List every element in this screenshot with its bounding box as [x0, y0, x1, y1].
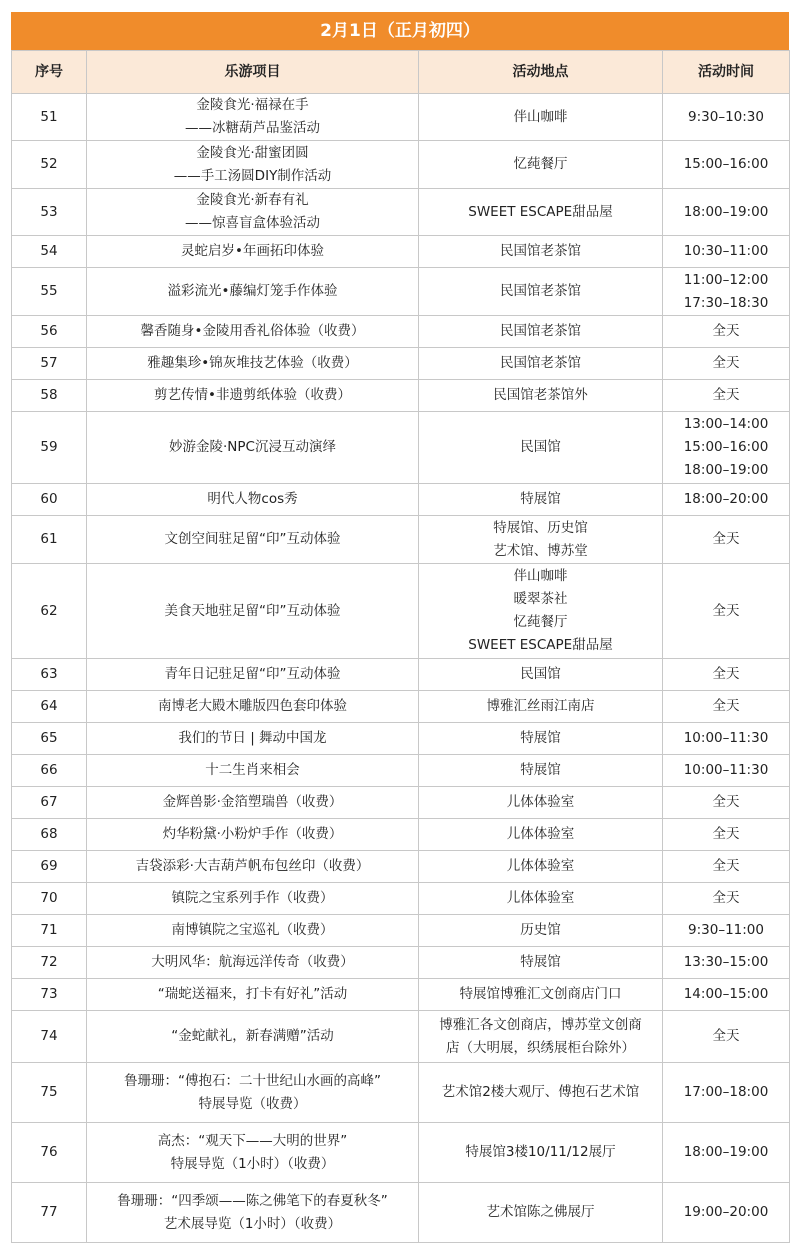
row-location [419, 659, 663, 691]
row-project-line: 金陵食光·甜蜜团圆 [196, 144, 309, 161]
row-project [87, 484, 419, 516]
row-location [419, 380, 663, 412]
row-project-line: 雅趣集珍•锦灰堆技艺体验（收费） [147, 355, 358, 371]
row-project [87, 94, 419, 141]
row-number: 74 [12, 1011, 87, 1063]
row-number: 51 [12, 94, 87, 141]
row-project [87, 1063, 419, 1123]
row-number: 57 [12, 348, 87, 380]
row-time [663, 819, 790, 851]
row-time [663, 979, 790, 1011]
row-location-line: 忆莼餐厅 [513, 614, 568, 630]
row-number: 76 [12, 1123, 87, 1183]
row-time [663, 659, 790, 691]
table-row [12, 564, 790, 659]
row-location-line: 艺术馆、博苏堂 [493, 542, 588, 559]
row-time-line: 19:00–20:00 [683, 1204, 769, 1220]
header-time: 活动时间 [663, 51, 790, 94]
row-project-line: “金蛇献礼，新春满赠”活动 [171, 1028, 334, 1044]
row-project [87, 1183, 419, 1243]
row-location-line: 伴山咖啡 [513, 108, 568, 125]
row-time [663, 787, 790, 819]
table-row [12, 947, 790, 979]
row-location [419, 316, 663, 348]
row-location [419, 691, 663, 723]
row-number: 71 [12, 915, 87, 947]
row-project-line: 馨香随身•金陵用香礼俗体验（收费） [140, 323, 365, 339]
row-location-line: 忆莼餐厅 [513, 156, 568, 172]
table-row [12, 94, 790, 141]
row-location-line: 民国馆 [520, 439, 561, 455]
row-project-line: 剪艺传情•非遗剪纸体验（收费） [154, 387, 351, 403]
row-location [419, 883, 663, 915]
row-project [87, 659, 419, 691]
row-time [663, 189, 790, 236]
row-number: 58 [12, 380, 87, 412]
row-time-line: 10:00–11:30 [683, 730, 769, 746]
header-project: 乐游项目 [87, 51, 419, 94]
row-location [419, 516, 663, 564]
row-time-line: 10:00–11:30 [683, 762, 769, 778]
row-project-line: 青年日记驻足留“印”互动体验 [164, 666, 341, 682]
row-location-line: 特展馆 [520, 491, 561, 507]
table-row [12, 141, 790, 189]
table-row [12, 380, 790, 412]
row-project [87, 691, 419, 723]
row-location [419, 755, 663, 787]
row-time [663, 141, 790, 189]
row-time-line: 18:00–20:00 [683, 491, 769, 507]
row-location-line: 暖翠茶社 [513, 591, 568, 607]
row-time [663, 1063, 790, 1123]
row-time-line: 全天 [712, 355, 740, 371]
row-time [663, 1183, 790, 1243]
row-project-line: 美食天地驻足留“印”互动体验 [164, 602, 341, 619]
row-location [419, 94, 663, 141]
table-row [12, 659, 790, 691]
row-location-line: 民国馆老茶馆 [500, 283, 581, 299]
row-project-line: 金辉兽影·金箔塑瑞兽（收费） [162, 794, 343, 810]
row-time-line: 10:30–11:00 [683, 243, 769, 259]
row-time-line: 全天 [712, 323, 740, 339]
row-location [419, 723, 663, 755]
row-location-line: 店（大明展，织绣展柜台除外） [446, 1039, 635, 1056]
row-project [87, 915, 419, 947]
table-row [12, 1011, 790, 1063]
header-location: 活动地点 [419, 51, 663, 94]
row-time [663, 268, 790, 316]
row-location-line: SWEET ESCAPE甜品屋 [468, 203, 613, 220]
row-number: 64 [12, 691, 87, 723]
row-location-line: 儿体体验室 [506, 826, 575, 842]
table-row [12, 755, 790, 787]
row-number: 67 [12, 787, 87, 819]
table-row [12, 979, 790, 1011]
table-row [12, 516, 790, 564]
row-project [87, 141, 419, 189]
row-project-line: 金陵食光·新春有礼 [196, 192, 309, 208]
row-time-line: 全天 [712, 858, 740, 874]
header-no: 序号 [12, 51, 87, 94]
row-time-line: 18:00–19:00 [683, 203, 769, 220]
row-number: 56 [12, 316, 87, 348]
row-number: 54 [12, 236, 87, 268]
row-project-line: ——冰糖葫芦品鉴活动 [185, 120, 320, 136]
row-project-line: 南博老大殿木雕版四色套印体验 [158, 698, 347, 714]
row-location-line: 民国馆老茶馆 [500, 323, 581, 339]
row-location [419, 484, 663, 516]
row-project [87, 564, 419, 659]
row-location [419, 1011, 663, 1063]
row-location [419, 236, 663, 268]
row-project [87, 787, 419, 819]
row-time-line: 全天 [712, 826, 740, 842]
row-location-line: 儿体体验室 [506, 890, 575, 906]
row-time-line: 18:00–19:00 [683, 1144, 769, 1160]
row-project-line: ——手工汤圆DIY制作活动 [173, 167, 332, 184]
row-time [663, 412, 790, 484]
row-time-line: 18:00–19:00 [683, 462, 769, 478]
row-time-line: 全天 [712, 387, 740, 403]
row-number: 62 [12, 564, 87, 659]
row-project-line: 艺术展导览（1小时）（收费） [163, 1215, 342, 1232]
row-project [87, 412, 419, 484]
table-row [12, 236, 790, 268]
row-location [419, 915, 663, 947]
row-location-line: 艺术馆陈之佛展厅 [486, 1204, 595, 1220]
table-row [12, 851, 790, 883]
row-time-line: 全天 [712, 1028, 740, 1044]
row-number: 70 [12, 883, 87, 915]
row-location-line: 特展馆3楼10/11/12展厅 [465, 1144, 616, 1160]
row-number: 65 [12, 723, 87, 755]
row-number: 60 [12, 484, 87, 516]
row-time-line: 全天 [712, 531, 740, 547]
row-time [663, 947, 790, 979]
row-project [87, 189, 419, 236]
row-time [663, 1011, 790, 1063]
schedule-table [11, 50, 790, 1243]
row-time-line: 13:30–15:00 [683, 954, 769, 970]
row-location [419, 189, 663, 236]
row-number: 63 [12, 659, 87, 691]
row-time [663, 348, 790, 380]
table-row [12, 691, 790, 723]
table-row [12, 412, 790, 484]
row-time-line: 13:00–14:00 [683, 416, 769, 432]
row-number: 75 [12, 1063, 87, 1123]
row-location [419, 348, 663, 380]
row-time-line: 17:30–18:30 [683, 294, 769, 311]
row-time-line: 15:00–16:00 [683, 439, 769, 455]
table-header-row [12, 51, 790, 94]
row-location-line: 民国馆老茶馆外 [493, 387, 588, 403]
row-project-line: “瑞蛇送福来，打卡有好礼”活动 [157, 986, 348, 1002]
row-location-line: 儿体体验室 [506, 858, 575, 874]
row-location-line: 艺术馆2楼大观厅、傅抱石艺术馆 [441, 1084, 640, 1100]
table-row [12, 268, 790, 316]
row-project [87, 883, 419, 915]
row-number: 61 [12, 516, 87, 564]
row-location-line: 伴山咖啡 [513, 568, 568, 584]
row-project [87, 380, 419, 412]
row-project-line: 金陵食光·福禄在手 [196, 97, 309, 113]
row-time-line: 全天 [712, 890, 740, 906]
row-project-line: 鲁珊珊：“傅抱石：二十世纪山水画的高峰” [124, 1072, 381, 1089]
row-time [663, 564, 790, 659]
row-project-line: 吉袋添彩·大吉葫芦帆布包丝印（收费） [135, 858, 370, 874]
table-row [12, 189, 790, 236]
row-location [419, 979, 663, 1011]
row-time-line: 全天 [712, 794, 740, 810]
row-location-line: 博雅汇各文创商店，博苏堂文创商 [439, 1016, 642, 1033]
row-location [419, 1183, 663, 1243]
table-row [12, 1123, 790, 1183]
row-location [419, 787, 663, 819]
row-project-line: 十二生肖来相会 [205, 762, 300, 778]
row-location [419, 1063, 663, 1123]
row-time [663, 94, 790, 141]
row-location [419, 268, 663, 316]
table-row [12, 915, 790, 947]
row-time [663, 316, 790, 348]
row-project [87, 268, 419, 316]
row-project-line: 镇院之宝系列手作（收费） [171, 890, 334, 906]
row-project [87, 947, 419, 979]
row-time [663, 915, 790, 947]
row-project-line: 特展导览（1小时）（收费） [170, 1155, 335, 1172]
row-location [419, 819, 663, 851]
table-row [12, 787, 790, 819]
table-row [12, 723, 790, 755]
row-project [87, 236, 419, 268]
row-project [87, 1011, 419, 1063]
row-project-line: 鲁珊珊：“四季颂——陈之佛笔下的春夏秋冬” [117, 1192, 388, 1209]
row-location-line: 民国馆老茶馆 [500, 243, 581, 259]
row-project [87, 819, 419, 851]
table-row [12, 1183, 790, 1243]
row-time [663, 883, 790, 915]
row-project-line: 我们的节日 | 舞动中国龙 [178, 730, 327, 746]
row-number: 53 [12, 189, 87, 236]
row-time-line: 14:00–15:00 [683, 986, 769, 1002]
row-time-line: 17:00–18:00 [683, 1084, 769, 1100]
row-number: 66 [12, 755, 87, 787]
row-location [419, 1123, 663, 1183]
row-time [663, 723, 790, 755]
row-time-line: 9:30–11:00 [688, 922, 764, 938]
row-time-line: 全天 [712, 602, 740, 619]
row-project-line: 特展导览（收费） [198, 1095, 307, 1112]
row-time [663, 484, 790, 516]
row-number: 68 [12, 819, 87, 851]
row-project-line: 溢彩流光•藤编灯笼手作体验 [167, 283, 338, 299]
row-time-line: 15:00–16:00 [683, 156, 769, 172]
row-project-line: 灼华粉黛·小粉炉手作（收费） [162, 826, 343, 842]
row-number: 52 [12, 141, 87, 189]
table-row [12, 316, 790, 348]
row-project-line: ——惊喜盲盒体验活动 [185, 215, 320, 231]
row-project [87, 979, 419, 1011]
row-location-line: 儿体体验室 [506, 794, 575, 810]
row-project [87, 516, 419, 564]
row-time-line: 11:00–12:00 [683, 271, 769, 288]
row-location [419, 141, 663, 189]
schedule-sheet [11, 12, 789, 1243]
row-project-line: 妙游金陵·NPC沉浸互动演绎 [169, 439, 336, 455]
table-row [12, 1063, 790, 1123]
row-time-line: 全天 [712, 698, 740, 714]
row-project-line: 高杰：“观天下——大明的世界” [157, 1132, 348, 1149]
row-number: 55 [12, 268, 87, 316]
row-location-line: 特展馆博雅汇文创商店门口 [459, 986, 622, 1002]
table-row [12, 484, 790, 516]
row-time [663, 380, 790, 412]
row-number: 59 [12, 412, 87, 484]
table-row [12, 819, 790, 851]
row-location-line: 特展馆 [520, 954, 561, 970]
row-time [663, 851, 790, 883]
row-time-line: 9:30–10:30 [688, 108, 764, 125]
row-project [87, 755, 419, 787]
row-location-line: 博雅汇丝雨江南店 [486, 698, 595, 714]
row-time-line: 全天 [712, 666, 740, 682]
row-location [419, 412, 663, 484]
row-location-line: 特展馆、历史馆 [493, 519, 588, 536]
row-time [663, 236, 790, 268]
row-time [663, 691, 790, 723]
row-project-line: 大明风华：航海远洋传奇（收费） [151, 954, 354, 970]
row-location-line: 民国馆 [520, 666, 561, 682]
row-location-line: 特展馆 [520, 730, 561, 746]
row-project [87, 316, 419, 348]
row-project [87, 851, 419, 883]
row-location-line: 民国馆老茶馆 [500, 355, 581, 371]
row-location-line: 历史馆 [520, 922, 561, 938]
row-project-line: 灵蛇启岁•年画拓印体验 [181, 243, 324, 259]
row-project [87, 348, 419, 380]
row-project [87, 1123, 419, 1183]
row-project [87, 723, 419, 755]
row-project-line: 南博镇院之宝巡礼（收费） [171, 922, 334, 938]
row-number: 72 [12, 947, 87, 979]
row-location-line: SWEET ESCAPE甜品屋 [468, 637, 613, 653]
row-location [419, 851, 663, 883]
page-title: 2月1日（正月初四） [11, 12, 789, 50]
row-location [419, 947, 663, 979]
row-location-line: 特展馆 [520, 762, 561, 778]
row-number: 69 [12, 851, 87, 883]
row-number: 73 [12, 979, 87, 1011]
table-row [12, 348, 790, 380]
row-time [663, 516, 790, 564]
row-time [663, 1123, 790, 1183]
table-row [12, 883, 790, 915]
row-number: 77 [12, 1183, 87, 1243]
row-project-line: 文创空间驻足留“印”互动体验 [164, 531, 341, 547]
row-project-line: 明代人物cos秀 [207, 491, 298, 507]
row-location [419, 564, 663, 659]
row-time [663, 755, 790, 787]
